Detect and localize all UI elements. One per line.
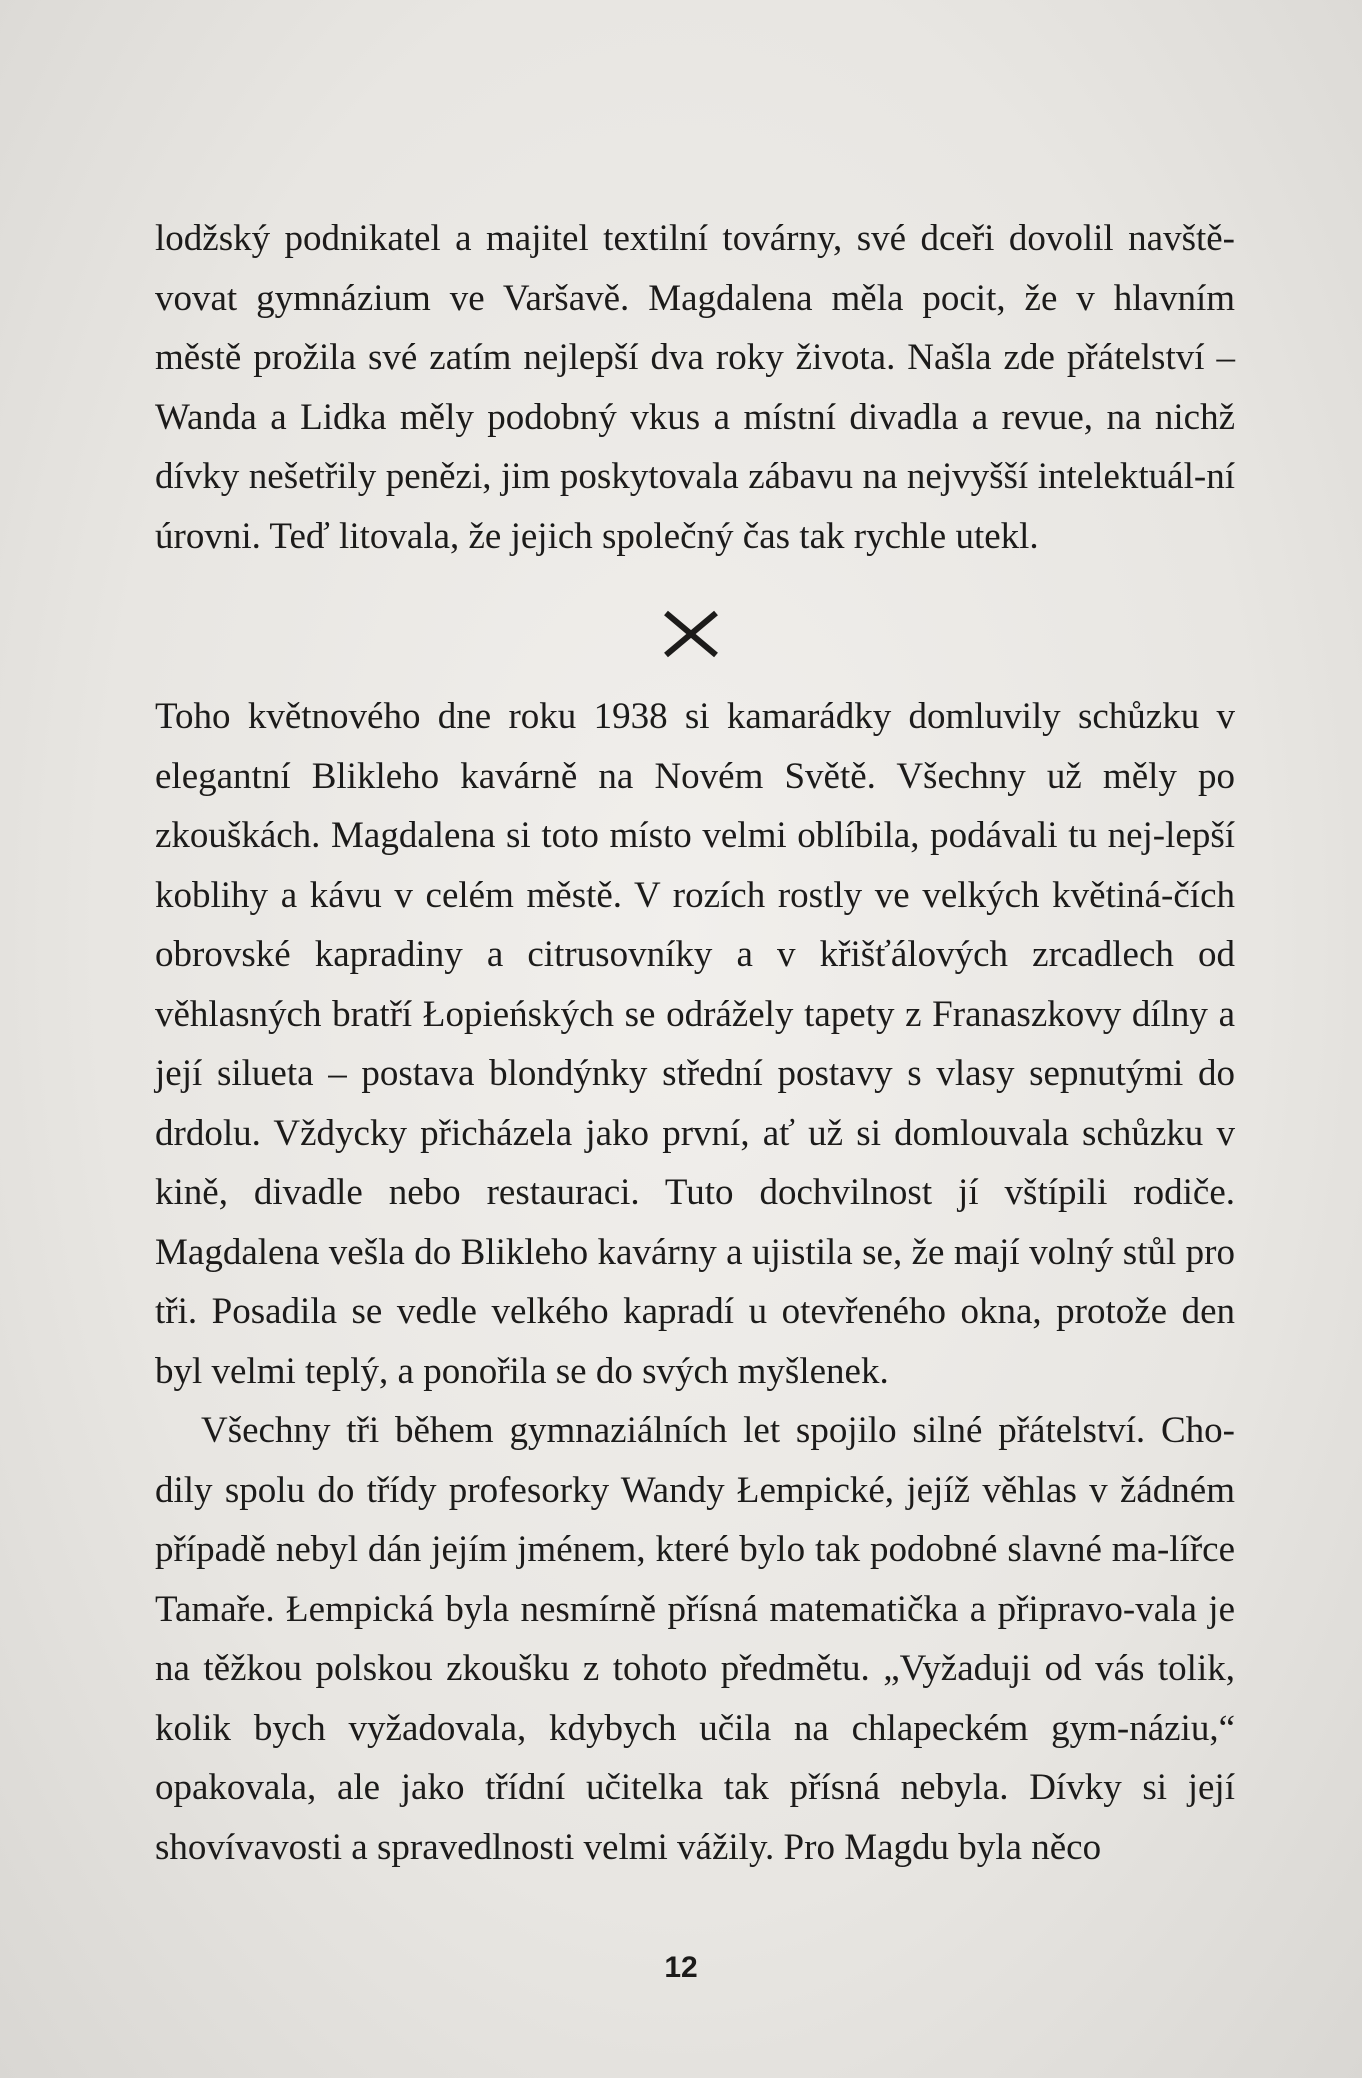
- cross-icon: [661, 610, 721, 658]
- paragraph: Všechny tři během gymnaziálních let spojilo silné přátelství. Cho-dily spolu do třídy profesorky Wandy Łempické, jejíž věhlas v žádném případě nebyl dán jejím jménem, které bylo tak podobné slavné ma-lířce Tamaře. Łempická byla nesmírně přísná matematička a připravo-vala je na těžkou polskou zkoušku z tohoto předmětu. „Vyžaduji od vás tolik, kolik bych vyžadovala, kdybych učila na chlapeckém gym-náziu,“ opakovala, ale jako třídní učitelka tak přísná nebyla. Dívky si její shovívavosti a spravedlnosti velmi vážily. Pro Magdu byla něco: [155, 1410, 1235, 1868]
- paragraph: lodžský podnikatel a majitel textilní továrny, své dceři dovolil navště-vovat gymnázium ve Varšavě. Magdalena měla pocit, že v hlavním městě prožila své zatím nejlepší dva roky života. Našla zde přátelství – Wanda a Lidka měly podobný vkus a místní divadla a revue, na nichž dívky nešetřily penězi, jim poskytovala zábavu na nejvyšší intelektuál-ní úrovni. Teď litovala, že jejich společný čas tak rychle utekl.: [155, 218, 1235, 557]
- paragraph: Toho květnového dne roku 1938 si kamarádky domluvily schůzku v elegantní Blikleho kavárně na Novém Světě. Všechny už měly po zkouškách. Magdalena si toto místo velmi oblíbila, podávali tu nej-lepší koblihy a kávu v celém městě. V rozích rostly ve velkých květiná-čích obrovské kapradiny a citrusovníky a v křišťálových zrcadlech od věhlasných bratří Łopieńských se odrážely tapety z Franaszkovy dílny a její silueta – postava blondýnky střední postavy s vlasy sepnutými do drdolu. Vždycky přicházela jako první, ať už si domlouvala schůzku v kině, divadle nebo restauraci. Tuto dochvilnost jí vštípili rodiče. Magdalena vešla do Blikleho kavárny a ujistila se, že mají volný stůl pro tři. Posadila se vedle velkého kapradí u otevřeného okna, protože den byl velmi teplý, a ponořila se do svých myšlenek.: [155, 696, 1235, 1392]
- main-text-block: [155, 687, 1235, 1877]
- top-text-block: [155, 209, 1235, 566]
- page-number: 12: [664, 1951, 698, 1984]
